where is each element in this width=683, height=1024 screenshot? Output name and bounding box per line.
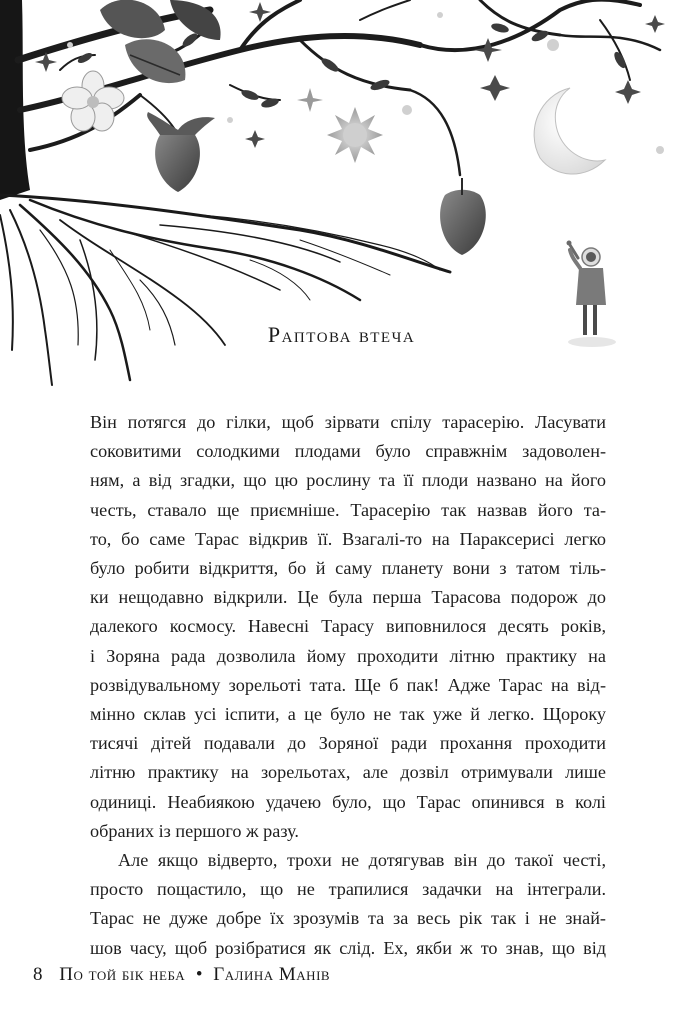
footer-separator: • (195, 964, 203, 985)
large-leaves (100, 0, 221, 83)
text-line: Але якщо відверто, трохи не дотягував він до такої честі, (118, 850, 606, 871)
text-line: літню практику на зорельотах, але дозвіл отримували лише (90, 762, 606, 783)
text-line: і Зоряна рада дозволила йому проходити літню практику на (90, 645, 606, 666)
paragraph-2 (90, 846, 606, 963)
text-line: Він потягся до гілки, щоб зірвати спілу тарасерію. Ласувати (90, 412, 606, 432)
tree-trunk (0, 0, 30, 200)
page-number: 8 (33, 964, 43, 985)
chapter-title: Раптова втеча (267, 322, 416, 347)
text-line: то, бо саме Тарас відкрив її. Взагалі-то на Параксерисі легко (90, 528, 606, 549)
text-line: соковитими солодкими плодами було справжнім задоволен- (90, 441, 606, 462)
text-line: далекого космосу. Навесні Тарасу виповнилося десять років, (90, 616, 606, 637)
text-line: честь, ставало ще приємніше. Тарасерію так назвав його та- (90, 499, 606, 520)
paragraph-1 (90, 408, 606, 846)
text-line: ки нещодавно відкрили. Це була перша Тарасова подорож до (90, 587, 606, 608)
text-line: просто пощастило, що не трапилися задачки на інтеграли. (90, 879, 606, 900)
text-line: мінно склав усі іспити, а це було не так уже й легко. Щороку (90, 704, 606, 725)
text-line: ням, а від згадки, що цю рослину та її плоди названо на його (90, 470, 606, 491)
text-line: розвідувальному зорельоті тата. Ще б пак! Адже Тарас на від- (90, 674, 606, 695)
flower-icon (62, 71, 124, 131)
page-footer (33, 964, 330, 986)
author-name: Галина Манів (213, 964, 331, 985)
text-line: тисячі дітей подавали до Зоряної ради прохання проходити (90, 733, 606, 754)
text-line: одиниці. Неабиякою удачею було, що Тарас опинився в колі (90, 791, 606, 812)
text-line: обраних із першого ж разу. (90, 820, 299, 841)
text-line: шов часу, щоб розібратися як слід. Ех, якби ж то знав, що від (90, 937, 606, 958)
tree-roots (0, 195, 450, 385)
sun-icon (327, 107, 383, 163)
text-line: було робити відкриття, бо й саму планету вони з татом тіль- (90, 558, 606, 579)
text-line: Тарас не дуже добре їх зрозумів та за весь рік так і не знай- (90, 908, 606, 929)
crescent-moon-icon (534, 88, 605, 174)
body-text (90, 408, 606, 963)
book-title: По той бік неба (59, 964, 186, 985)
